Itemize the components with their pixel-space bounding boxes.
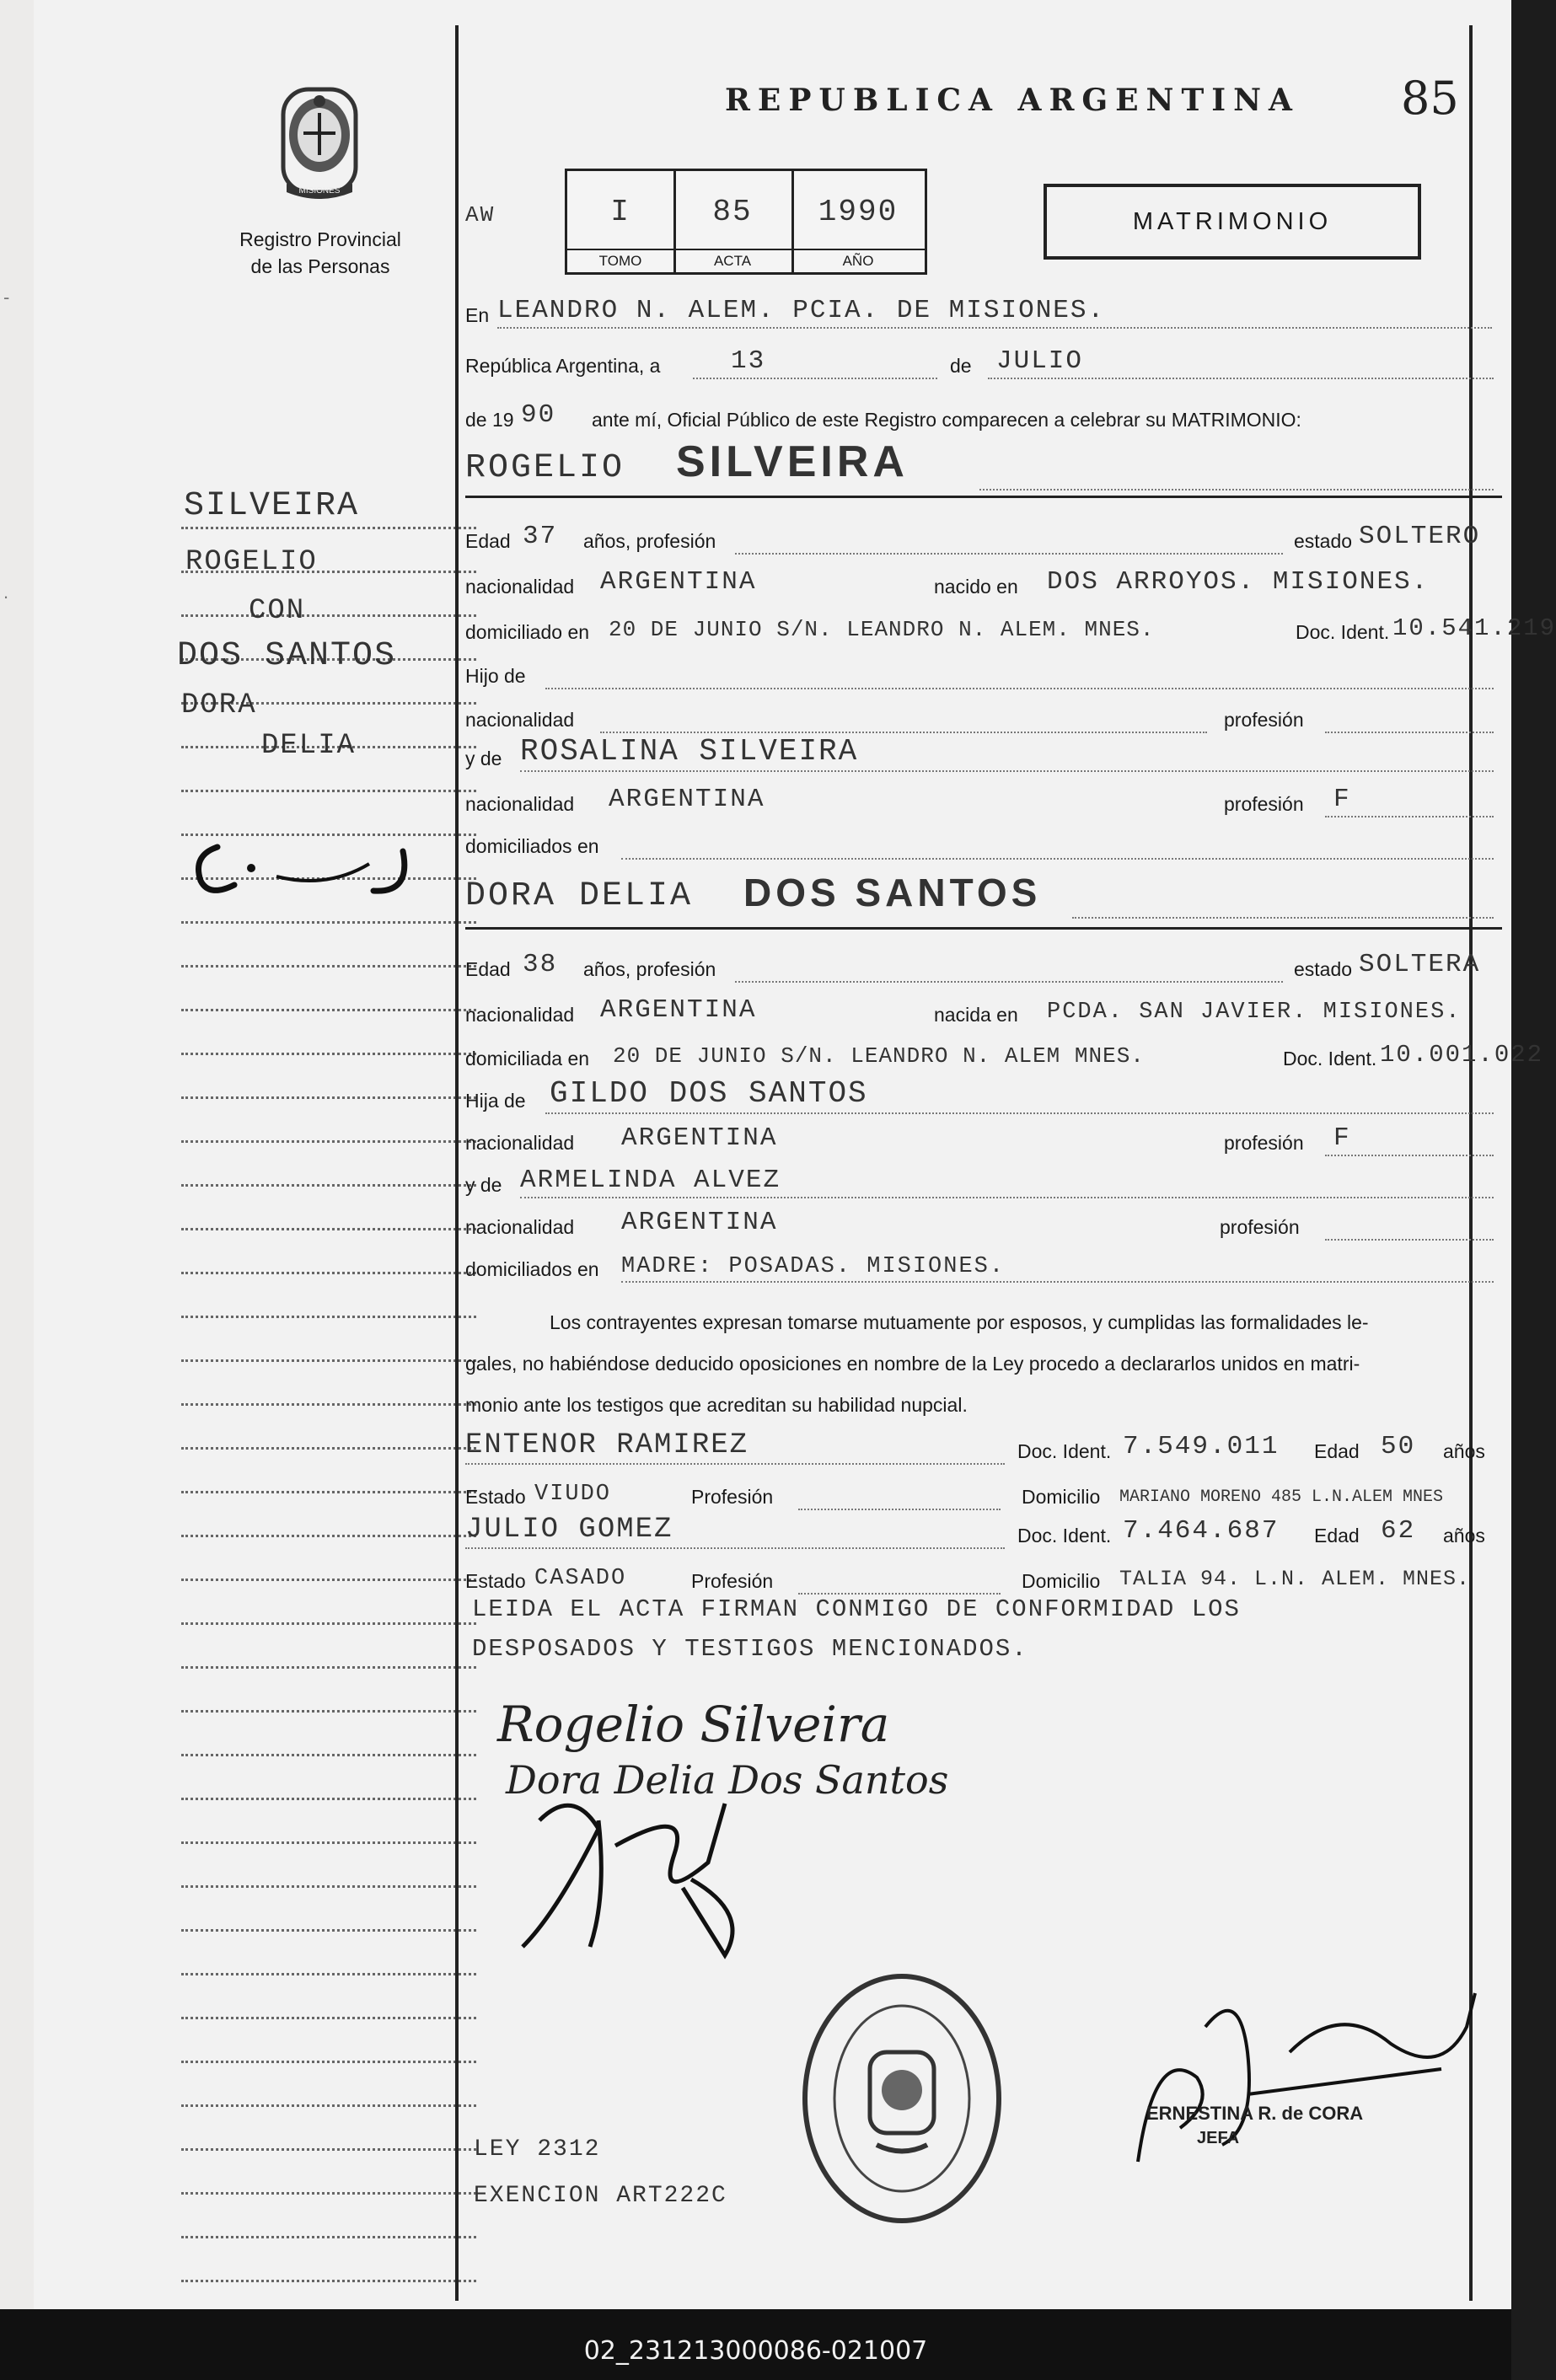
edad-label: Edad [465, 958, 511, 980]
comparecen-row [465, 394, 1502, 440]
tomo-value: I [610, 195, 630, 229]
previous-page-edge [0, 0, 35, 2309]
dotted-line [1325, 816, 1494, 817]
bride-mother-nationality-row [465, 1202, 1502, 1247]
dotted-line [798, 1593, 1001, 1595]
witness2-domicilio: TALIA 94. L.N. ALEM. MNES. [1119, 1567, 1471, 1591]
doc-label: Doc. Ident. [1296, 621, 1390, 643]
margin-dotted-line [181, 1228, 476, 1230]
official-signature [1121, 1976, 1492, 2187]
margin-dotted-line [181, 1929, 476, 1932]
country-heading: REPUBLICA ARGENTINA [725, 83, 1300, 118]
bride-signature: Dora Delia Dos Santos [506, 1757, 949, 1803]
nacida-label: nacida en [934, 1004, 1018, 1026]
domicilio-label: Domicilio [1022, 1570, 1101, 1592]
dotted-line [520, 770, 1494, 772]
dotted-line [693, 378, 937, 379]
dotted-line [988, 378, 1494, 379]
nacionalidad-label: nacionalidad [465, 576, 575, 598]
acta-label: ACTA [673, 249, 791, 272]
margin-dotted-line [181, 1754, 476, 1756]
groom-doc: 10.541.219 [1392, 614, 1556, 642]
margin-dotted-line [181, 2192, 476, 2195]
bride-mother-row [465, 1160, 1502, 1205]
margin-dotted-line [181, 1316, 476, 1318]
nacionalidad-label: nacionalidad [465, 1004, 575, 1026]
dotted-line [621, 1281, 1494, 1283]
nacido-label: nacido en [934, 576, 1018, 598]
estado-label: Estado [465, 1486, 526, 1508]
bride-estado: SOLTERA [1359, 950, 1481, 979]
margin-dotted-line [181, 1622, 476, 1625]
groom-nationality: ARGENTINA [600, 567, 757, 597]
dotted-line [979, 489, 1494, 490]
margin-groom-surname: SILVEIRA [184, 487, 360, 525]
dotted-line [545, 1112, 1494, 1114]
edad-label: Edad [465, 530, 511, 552]
profesion-label: profesión [1224, 1132, 1304, 1154]
official-name: ERNESTINA R. de CORA [1146, 2103, 1364, 2124]
footer-code: 02_231213000086-021007 [583, 2336, 928, 2366]
de-label: de [950, 355, 972, 377]
section-separator [465, 927, 1502, 930]
doc-label: Doc. Ident. [1283, 1048, 1377, 1069]
bride-father-profession: F [1333, 1123, 1351, 1153]
folio-number: 85 [1401, 72, 1459, 125]
month-value: JULIO [996, 346, 1084, 376]
groom-nationality-row [465, 561, 1502, 607]
dotted-line [545, 688, 1494, 689]
bride-name-row [465, 868, 1502, 925]
bride-age-row [465, 944, 1502, 989]
bride-parents-address-row [465, 1244, 1502, 1289]
bride-mother: ARMELINDA ALVEZ [520, 1166, 781, 1195]
margin-dotted-line [181, 1403, 476, 1406]
certificate-page [34, 0, 1556, 2309]
anos-label: años [1443, 1525, 1485, 1546]
dotted-line [621, 858, 1494, 860]
groom-address: 20 DE JUNIO S/N. LEANDRO N. ALEM. MNES. [609, 617, 1155, 642]
witness2-age: 62 [1381, 1516, 1416, 1546]
bride-age: 38 [523, 950, 558, 979]
witness2-doc: 7.464.687 [1123, 1516, 1280, 1546]
declaration-paragraph [465, 1302, 1498, 1426]
margin-dotted-line [181, 1885, 476, 1888]
groom-mother-nationality: ARGENTINA [609, 785, 765, 814]
margin-dotted-line [181, 2148, 476, 2151]
margin-dotted-line [181, 2280, 476, 2282]
estado-label: Estado [465, 1570, 526, 1592]
date-row [465, 340, 1502, 386]
closing-line2: DESPOSADOS Y TESTIGOS MENCIONADOS. [472, 1635, 1028, 1663]
groom-birthplace: DOS ARROYOS. MISIONES. [1047, 567, 1430, 597]
margin-column [34, 0, 455, 2309]
acta-value: 85 [712, 195, 753, 229]
witness1-name: ENTENOR RAMIREZ [465, 1429, 749, 1461]
estado-label: estado [1294, 530, 1353, 552]
domiciliados-label: domiciliados en [465, 1258, 599, 1280]
bride-parents-address: MADRE: POSADAS. MISIONES. [621, 1254, 1006, 1279]
margin-dotted-line [181, 1096, 476, 1099]
official-seal-stamp [792, 1964, 1011, 2233]
witness2-estado: CASADO [534, 1566, 627, 1591]
registry-line2: de las Personas [250, 255, 390, 277]
witness1-domicilio: MARIANO MORENO 485 L.N.ALEM MNES [1119, 1488, 1444, 1507]
comparecen-text: ante mí, Oficial Público de este Registro comparecen a celebrar su MATRIMONIO: [592, 409, 1301, 431]
groom-surname: SILVEIRA [676, 437, 909, 486]
nacionalidad-label: nacionalidad [465, 1216, 575, 1238]
law-note-line1: LEY 2312 [474, 2136, 601, 2163]
document-type-box: MATRIMONIO [1044, 184, 1421, 260]
profesion-label: Profesión [691, 1486, 774, 1508]
page-edge-mark: . [3, 582, 9, 603]
groom-mother: ROSALINA SILVEIRA [520, 734, 859, 769]
groom-address-row [465, 607, 1556, 652]
groom-age: 37 [523, 522, 558, 551]
margin-dotted-line [181, 1184, 476, 1187]
declaration-line1: Los contrayentes expresan tomarse mutuamente por esposos, y cumplidas las formalidades le- [550, 1311, 1369, 1333]
groom-parents-address-row [465, 821, 1502, 866]
margin-dotted-line [181, 1973, 476, 1975]
hijo-label: Hijo de [465, 665, 526, 687]
groom-age-row [465, 516, 1502, 561]
margin-bride-first-name: DORA [181, 689, 257, 721]
witness1-estado: VIUDO [534, 1482, 612, 1507]
groom-mother-row [465, 733, 1502, 779]
groom-mother-profession: F [1333, 785, 1351, 814]
witness2-row [465, 1510, 1502, 1556]
margin-dotted-line [181, 614, 476, 617]
declaration-line3: monio ante los testigos que acreditan su habilidad nupcial. [465, 1394, 968, 1416]
bride-nationality-row [465, 989, 1502, 1035]
edad-label: Edad [1314, 1440, 1360, 1462]
profesion-label: profesión [1224, 793, 1304, 815]
dotted-line [520, 1197, 1494, 1198]
registry-title [202, 226, 438, 280]
dotted-line [465, 1463, 1005, 1465]
margin-dotted-line [181, 1140, 476, 1143]
doc-label: Doc. Ident. [1017, 1440, 1112, 1462]
margin-dotted-line [181, 1666, 476, 1669]
witness1-doc: 7.549.011 [1123, 1432, 1280, 1461]
bride-doc: 10.001.022 [1380, 1041, 1544, 1069]
registry-line1: Registro Provincial [239, 228, 401, 250]
section-separator [465, 496, 1502, 498]
bride-address: 20 DE JUNIO S/N. LEANDRO N. ALEM MNES. [613, 1043, 1145, 1069]
dotted-line [1325, 1155, 1494, 1156]
doc-label: Doc. Ident. [1017, 1525, 1112, 1546]
profesion-label: profesión [1224, 709, 1304, 731]
nacionalidad-label: nacionalidad [465, 793, 575, 815]
dotted-line [465, 1547, 1005, 1549]
margin-dotted-line [181, 790, 476, 792]
margin-dotted-line [181, 2061, 476, 2063]
witness2-name: JULIO GOMEZ [465, 1514, 673, 1546]
margin-dotted-line [181, 527, 476, 529]
margin-dotted-line [181, 1491, 476, 1493]
anos-label: años [1443, 1440, 1485, 1462]
ano-value: 1990 [818, 195, 899, 229]
margin-bride-surname: DOS SANTOS [177, 637, 397, 675]
year-suffix: 90 [521, 400, 556, 430]
margin-dotted-line [181, 2017, 476, 2019]
domiciliado-label: domiciliado en [465, 621, 590, 643]
signatures-block [472, 1694, 995, 1972]
tomo-label: TOMO [567, 249, 673, 272]
margin-rubric-flourish [184, 830, 437, 906]
profesion-label: Profesión [691, 1570, 774, 1592]
year-prefix: de 19 [465, 409, 514, 431]
bride-mother-nationality: ARGENTINA [621, 1208, 778, 1237]
margin-dotted-line [181, 1359, 476, 1362]
estado-label: estado [1294, 958, 1353, 980]
aw-handwritten-note: AW [465, 202, 496, 228]
dotted-line [497, 327, 1492, 329]
dotted-line [735, 553, 1283, 555]
witness1-age: 50 [1381, 1432, 1416, 1461]
domicilio-label: Domicilio [1022, 1486, 1101, 1508]
witness2-details-row [465, 1556, 1502, 1601]
place-row [465, 290, 1502, 335]
emblem-banner-text: MISIONES [298, 186, 341, 196]
groom-first-name: ROGELIO [465, 449, 625, 487]
bride-first-name: DORA DELIA [465, 877, 694, 915]
page-edge-mark: - [3, 287, 10, 308]
republica-label: República Argentina, a [465, 355, 661, 377]
domiciliados-label: domiciliados en [465, 835, 599, 857]
dotted-line [1325, 1239, 1494, 1241]
declaration-line2: gales, no habiéndose deducido oposiciones en nombre de la Ley procedo a declararlos unidos en matri- [465, 1353, 1360, 1375]
witness1-row [465, 1426, 1502, 1471]
groom-estado: SOLTERO [1359, 522, 1481, 551]
bride-father-nationality: ARGENTINA [621, 1123, 778, 1153]
misiones-coat-of-arms-emblem [268, 83, 371, 207]
margin-dotted-line [181, 1798, 476, 1800]
dotted-line [735, 981, 1283, 983]
en-label: En [465, 304, 490, 326]
nacionalidad-label: nacionalidad [465, 1132, 575, 1154]
margin-dotted-line [181, 1053, 476, 1055]
margin-dotted-line [181, 1272, 476, 1274]
dotted-line [1072, 917, 1494, 919]
margin-dotted-line [181, 2104, 476, 2107]
nacionalidad-label: nacionalidad [465, 709, 575, 731]
margin-bride-second-name: DELIA [261, 730, 357, 762]
closing-line1: LEIDA EL ACTA FIRMAN CONMIGO DE CONFORMIDAD LOS [472, 1595, 1241, 1623]
witness-signature-scribble [523, 1804, 732, 1955]
margin-dotted-line [181, 1535, 476, 1537]
margin-dotted-line [181, 1447, 476, 1450]
edad-label: Edad [1314, 1525, 1360, 1546]
bride-surname: DOS SANTOS [743, 871, 1042, 914]
margin-dotted-line [181, 1841, 476, 1844]
groom-signature: Rogelio Silveira [497, 1696, 890, 1753]
margin-groom-first-name: ROGELIO [185, 546, 318, 578]
bride-birthplace: PCDA. SAN JAVIER. MISIONES. [1047, 1000, 1462, 1025]
official-title: JEFA [1197, 2129, 1240, 2147]
profesion-label: años, profesión [583, 530, 716, 552]
profesion-label: años, profesión [583, 958, 716, 980]
hija-label: Hija de [465, 1090, 526, 1112]
day-value: 13 [731, 346, 766, 376]
profesion-label: profesión [1220, 1216, 1300, 1238]
groom-name-row [465, 437, 1502, 497]
bride-address-row [465, 1033, 1544, 1079]
margin-con-word: CON [249, 595, 306, 627]
bride-father: GILDO DOS SANTOS [550, 1076, 868, 1111]
margin-dotted-line [181, 2236, 476, 2238]
margin-dotted-line [181, 921, 476, 924]
ano-label: AÑO [791, 249, 925, 272]
bride-nationality: ARGENTINA [600, 995, 757, 1025]
domiciliada-label: domiciliada en [465, 1048, 590, 1069]
margin-dotted-line [181, 965, 476, 968]
y-de-label: y de [465, 1174, 502, 1196]
place-value: LEANDRO N. ALEM. PCIA. DE MISIONES. [497, 296, 1106, 325]
law-note-line2: EXENCION ART222C [474, 2183, 727, 2209]
groom-father-row [465, 651, 1502, 696]
bride-father-row [465, 1075, 1502, 1121]
margin-dotted-line [181, 1579, 476, 1581]
bride-father-nationality-row [465, 1118, 1502, 1163]
certificate-form [455, 0, 1556, 2309]
y-de-label: y de [465, 748, 502, 769]
margin-dotted-line [181, 1009, 476, 1011]
groom-mother-nationality-row [465, 779, 1502, 824]
margin-dotted-line [181, 1710, 476, 1713]
